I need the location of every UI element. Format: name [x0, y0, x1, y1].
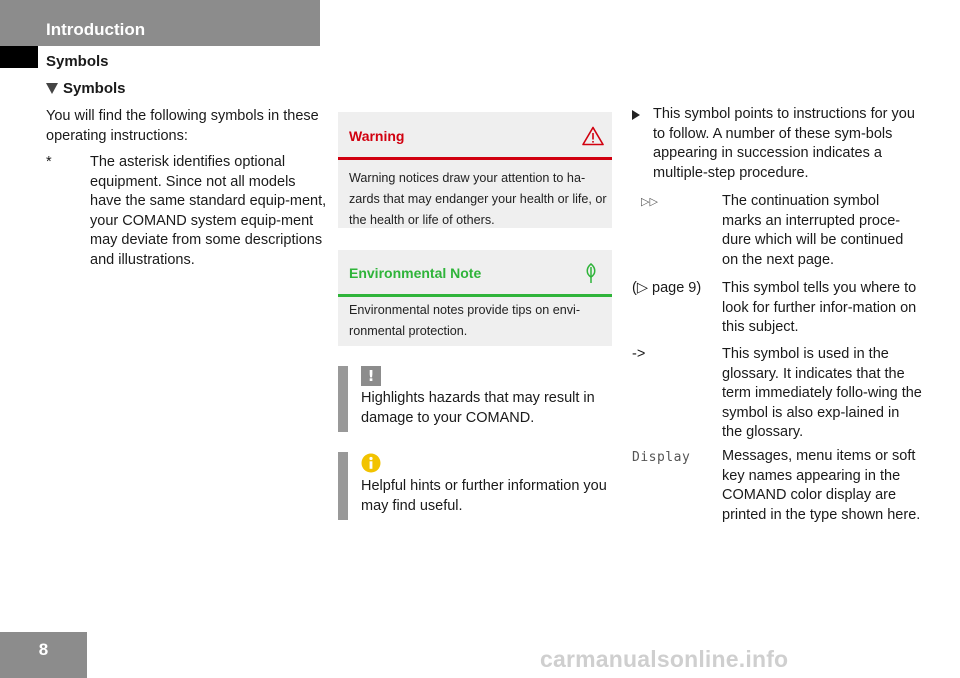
leaf-icon [582, 262, 600, 284]
info-side-bar [338, 452, 348, 520]
triangle-down-icon [46, 83, 58, 94]
sub-heading-text: Symbols [63, 80, 126, 97]
warning-box [338, 112, 612, 228]
glossary-symbol: -> [632, 346, 646, 362]
intro-paragraph: You will find the following symbols in these operating instructions: [46, 108, 319, 144]
environmental-note-box [338, 250, 612, 346]
asterisk-description: The asterisk identifies optional equipment. Since not all models have the same standard equip-ment, your COMAND system equip-ment may deviate from some descriptions and illustrations. [90, 154, 327, 268]
watermark: carmanualsonline.info [540, 646, 789, 672]
display-symbol: Display [632, 450, 691, 465]
warning-text: Warning notices draw your attention to ha-zards that may endanger your health or life, or the health or life of others. [349, 171, 607, 227]
warning-title: Warning [349, 128, 405, 144]
section-title: Symbols [46, 53, 109, 70]
continuation-description: The continuation symbol marks an interrupted proce-dure which will be continued on the next page. [722, 193, 904, 268]
glossary-description: This symbol is used in the glossary. It indicates that the term immediately follo-wing the symbol is also exp-lained in the glossary. [722, 346, 922, 440]
exclamation-icon: ! [361, 366, 381, 386]
arrow-right-icon [632, 110, 640, 120]
page-reference-symbol: (▷ page 9) [632, 280, 702, 296]
warning-triangle-icon [582, 126, 604, 146]
asterisk-symbol: * [46, 154, 52, 170]
warning-divider [338, 157, 612, 160]
environmental-note-divider [338, 294, 612, 297]
note-side-bar [338, 366, 348, 432]
page-number: 8 [38, 640, 49, 659]
info-icon [361, 453, 381, 473]
sub-heading [46, 80, 126, 97]
page-reference-description: This symbol tells you where to look for further infor-mation on this subject. [722, 280, 917, 335]
instructions-text: This symbol points to instructions for you to follow. A number of these sym-bols appearing in succession indicates a multiple-step procedure. [653, 106, 915, 181]
info-note-text: Helpful hints or further information you may find useful. [361, 478, 607, 514]
environmental-note-text: Environmental notes provide tips on envi-ronmental protection. [349, 303, 581, 338]
exclamation-note-text: Highlights hazards that may result in damage to your COMAND. [361, 390, 595, 426]
environmental-note-title: Environmental Note [349, 265, 482, 281]
corner-block [0, 46, 38, 68]
continuation-symbol: ▷▷ [641, 196, 658, 208]
header-title: Introduction [46, 20, 146, 39]
display-description: Messages, menu items or soft key names appearing in the COMAND color display are printed in the type shown here. [722, 448, 921, 523]
